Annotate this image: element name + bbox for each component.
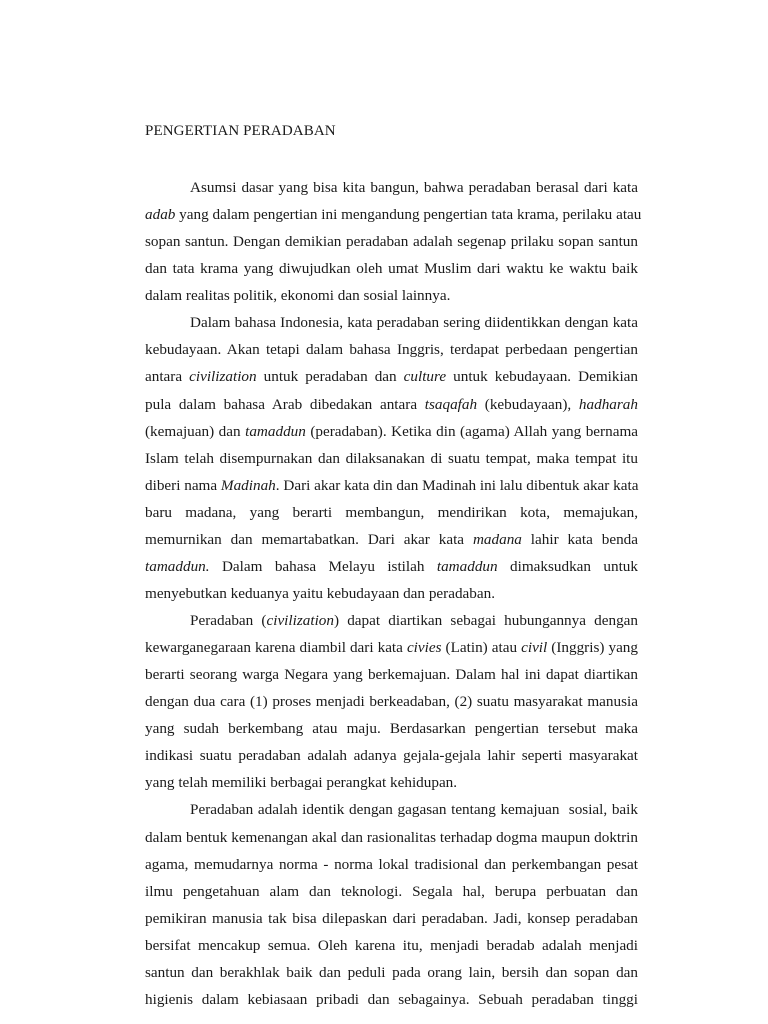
text-segment: untuk kebudayaan. Demikian: [446, 368, 639, 386]
text-segment: santun dan berakhlak baik dan peduli pada orang lain, bersih dan sopan dan: [145, 963, 638, 981]
text-line: [145, 418, 638, 445]
text-segment: (kebudayaan),: [477, 395, 579, 413]
italic-term: Madinah: [220, 476, 276, 494]
text-segment: ilmu pengetahuan alam dan teknologi. Segala hal, berupa perbuatan dan: [145, 882, 638, 900]
text-line: [145, 255, 638, 282]
text-line: [145, 499, 638, 526]
text-segment: (Latin) atau: [441, 639, 522, 657]
italic-term: civilization: [266, 612, 334, 629]
text-segment: dalam bentuk kemenangan akal dan rasionalitas terhadap dogma maupun doktrin: [145, 828, 638, 846]
text-line: [145, 445, 638, 472]
text-line: [145, 796, 638, 823]
text-line: [145, 336, 638, 363]
text-segment: antara: [145, 368, 190, 386]
text-segment: berarti seorang warga Negara yang berkemajuan. Dalam hal ini dapat diartikan: [145, 666, 638, 684]
text-line: [145, 472, 638, 499]
text-line: [145, 769, 638, 796]
italic-term: civies: [406, 639, 442, 657]
text-segment: kebudayaan. Akan tetapi dalam bahasa Inggris, terdapat perbedaan pengertian: [145, 341, 638, 359]
text-segment: Dalam bahasa Melayu istilah: [209, 557, 437, 575]
italic-term: madana: [472, 530, 522, 548]
text-segment: Peradaban (: [190, 612, 267, 629]
text-line: [145, 905, 638, 932]
text-segment: Peradaban adalah identik dengan gagasan tentang kemajuan sosial, baik: [190, 801, 638, 819]
italic-term: civilization: [189, 368, 257, 386]
italic-term: civil: [521, 639, 548, 657]
text-segment: pemikiran manusia tak bisa dilepaskan dari peradaban. Jadi, konsep peradaban: [145, 909, 638, 927]
italic-term: tamaddun.: [145, 557, 210, 575]
text-line: [145, 661, 638, 688]
text-line: [145, 526, 638, 553]
italic-term: tamaddun: [245, 422, 306, 440]
text-segment: . Dari akar kata din dan Madinah ini lalu dibentuk akar kata: [275, 476, 639, 494]
text-segment: agama, memudarnya norma - norma lokal tradisional dan perkembangan pesat: [145, 855, 638, 873]
text-segment: (kemajuan) dan: [145, 422, 246, 440]
text-segment: dalam realitas politik, ekonomi dan sosial lainnya.: [145, 287, 451, 305]
text-segment: Dalam bahasa Indonesia, kata peradaban sering diidentikkan dengan kata: [190, 314, 638, 332]
text-segment: Asumsi dasar yang bisa kita bangun, bahwa peradaban berasal dari kata: [190, 179, 638, 196]
text-segment: yang telah memiliki berbagai perangkat kehidupan.: [145, 774, 458, 792]
text-segment: indikasi suatu peradaban adalah adanya gejala-gejala lahir seperti masyarakat: [145, 747, 638, 765]
text-line: [145, 391, 638, 418]
paragraph: [145, 607, 638, 796]
document-body: [145, 174, 642, 1013]
document-title: PENGERTIAN PERADABAN: [145, 123, 336, 139]
text-line: [145, 715, 638, 742]
text-line: [145, 282, 638, 309]
text-segment: (peradaban). Ketika din (agama) Allah yang bernama: [305, 422, 638, 440]
text-segment: memurnikan dan memartabatkan. Dari akar kata: [145, 530, 473, 548]
text-segment: Islam telah disempurnakan dan dilaksanakan di suatu tempat, maka tempat itu: [145, 449, 638, 467]
text-segment: bersifat mencakup semua. Oleh karena itu, menjadi beradab adalah menjadi: [145, 936, 638, 954]
text-line: [145, 851, 638, 878]
text-line: [145, 201, 642, 228]
italic-term: hadharah: [578, 395, 638, 413]
text-segment: (Inggris) yang: [547, 639, 638, 657]
text-segment: dengan dua cara (1) proses menjadi berkeadaban, (2) suatu masyarakat manusia: [145, 693, 638, 711]
text-line: [145, 878, 638, 905]
italic-term: tsaqafah: [424, 395, 478, 413]
text-segment: kewarganegaraan karena diambil dari kata: [145, 639, 407, 657]
text-segment: menyebutkan keduanya yaitu kebudayaan dan peradaban.: [145, 584, 496, 602]
text-line: [145, 634, 638, 661]
italic-term: culture: [403, 368, 447, 386]
text-line: [145, 742, 638, 769]
text-line: [145, 363, 638, 390]
text-line: [145, 824, 638, 851]
italic-term: adab: [145, 206, 176, 224]
text-line: [145, 228, 638, 255]
text-segment: dimaksudkan untuk: [497, 557, 638, 575]
text-line: [145, 309, 638, 336]
paragraph: [145, 174, 642, 309]
text-segment: dan tata krama yang diwujudkan oleh umat Muslim dari waktu ke waktu baik: [145, 260, 638, 278]
text-segment: yang sudah berkembang atau maju. Berdasarkan pengertian tersebut maka: [145, 720, 638, 738]
text-line: [145, 607, 638, 634]
text-segment: yang dalam pengertian ini mengandung pengertian tata krama, perilaku atau: [175, 206, 642, 224]
text-line: [145, 932, 638, 959]
text-segment: pula dalam bahasa Arab dibedakan antara: [145, 395, 425, 413]
paragraph: [145, 796, 638, 1013]
paragraph: [145, 309, 638, 607]
text-segment: ) dapat diartikan sebagai hubungannya dengan: [333, 612, 638, 629]
text-segment: baru madana, yang berarti membangun, mendirikan kota, memajukan,: [145, 503, 638, 521]
text-segment: lahir kata benda: [521, 530, 638, 548]
text-line: [145, 688, 638, 715]
text-line: [145, 174, 638, 201]
italic-term: tamaddun: [436, 557, 498, 575]
text-segment: untuk peradaban dan: [256, 368, 404, 386]
text-line: [145, 553, 638, 580]
text-line: [145, 959, 638, 986]
text-segment: higienis dalam kebiasaan pribadi dan sebagainya. Sebuah peradaban tinggi: [145, 990, 638, 1008]
text-segment: diberi nama: [145, 476, 221, 494]
text-segment: sopan santun. Dengan demikian peradaban adalah segenap prilaku sopan santun: [145, 233, 638, 251]
text-line: [145, 580, 638, 607]
text-line: [145, 986, 638, 1013]
